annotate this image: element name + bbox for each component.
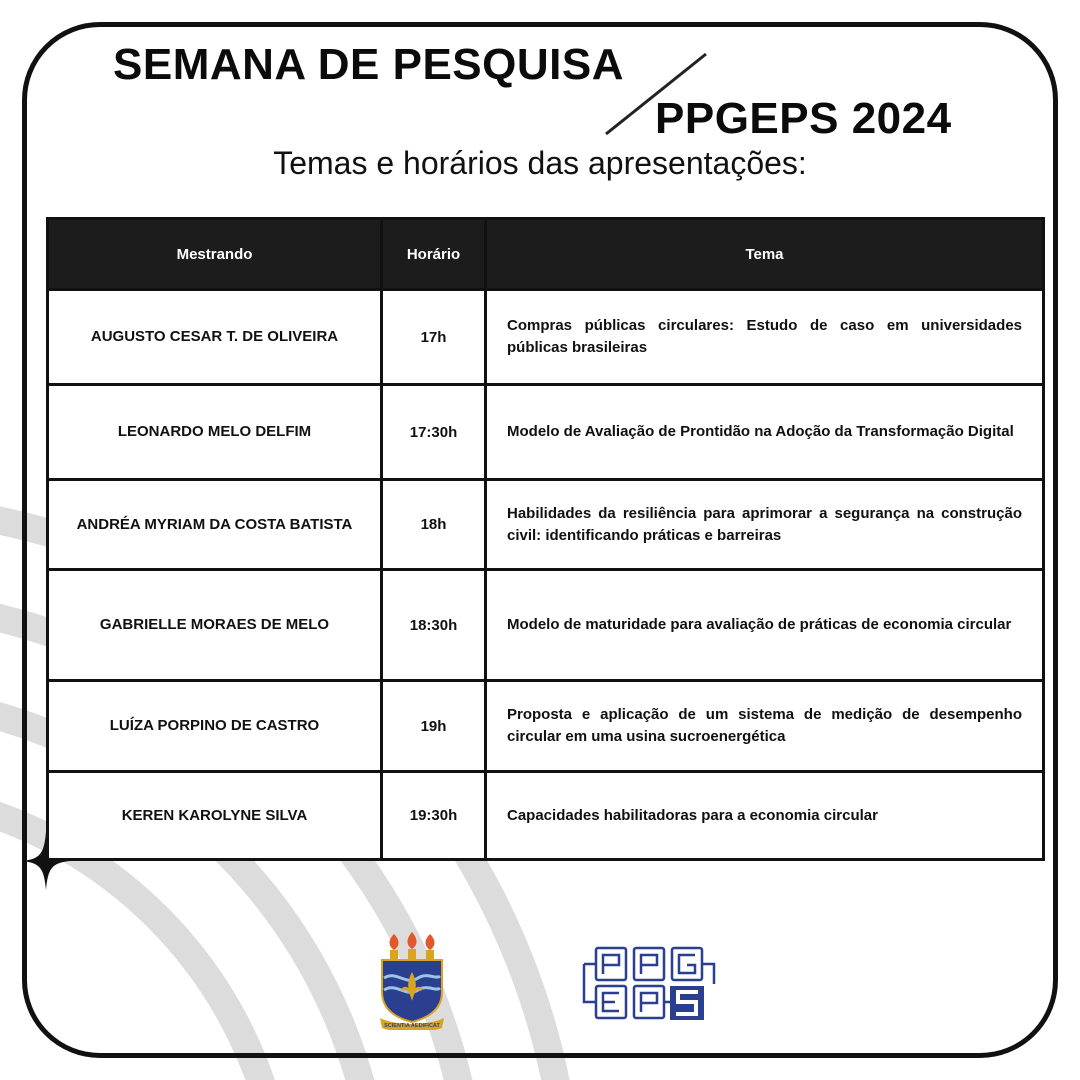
table-row [48, 681, 1044, 772]
column-header-student: Mestrando [48, 219, 382, 290]
presentation-topic: Habilidades da resiliência para aprimorar a segurança na construção civil: identificando práticas e barreiras [486, 480, 1044, 570]
presentation-time: 18h [382, 480, 486, 570]
student-name: AUGUSTO CESAR T. DE OLIVEIRA [48, 290, 382, 385]
table-row [48, 385, 1044, 480]
presentation-time: 19h [382, 681, 486, 772]
ppgeps-logo-icon [582, 944, 718, 1024]
table-row [48, 772, 1044, 860]
column-header-time: Horário [382, 219, 486, 290]
table-row [48, 570, 1044, 681]
table-header-row [48, 219, 1044, 290]
svg-text:SCIENTIA AEDIFICAT: SCIENTIA AEDIFICAT [384, 1023, 440, 1029]
student-name: GABRIELLE MORAES DE MELO [48, 570, 382, 681]
presentation-topic: Proposta e aplicação de um sistema de medição de desempenho circular em uma usina sucroenergética [486, 681, 1044, 772]
student-name: LEONARDO MELO DELFIM [48, 385, 382, 480]
column-header-topic: Tema [486, 219, 1044, 290]
student-name: KEREN KAROLYNE SILVA [48, 772, 382, 860]
table-row [48, 480, 1044, 570]
presentation-topic: Modelo de maturidade para avaliação de práticas de economia circular [486, 570, 1044, 681]
presentation-topic: Capacidades habilitadoras para a economia circular [486, 772, 1044, 860]
table-row [48, 290, 1044, 385]
title-line-2: PPGEPS 2024 [655, 94, 952, 143]
student-name: ANDRÉA MYRIAM DA COSTA BATISTA [48, 480, 382, 570]
ufpb-crest-icon [376, 930, 448, 1030]
schedule-table [46, 217, 1045, 861]
presentation-time: 19:30h [382, 772, 486, 860]
presentation-time: 18:30h [382, 570, 486, 681]
presentation-time: 17:30h [382, 385, 486, 480]
presentation-topic: Modelo de Avaliação de Prontidão na Adoção da Transformação Digital [486, 385, 1044, 480]
presentation-time: 17h [382, 290, 486, 385]
student-name: LUÍZA PORPINO DE CASTRO [48, 681, 382, 772]
title-line-1: SEMANA DE PESQUISA [113, 40, 625, 89]
subtitle: Temas e horários das apresentações: [273, 145, 807, 181]
torch-flames-icon [390, 932, 435, 960]
presentation-topic: Compras públicas circulares: Estudo de caso em universidades públicas brasileiras [486, 290, 1044, 385]
